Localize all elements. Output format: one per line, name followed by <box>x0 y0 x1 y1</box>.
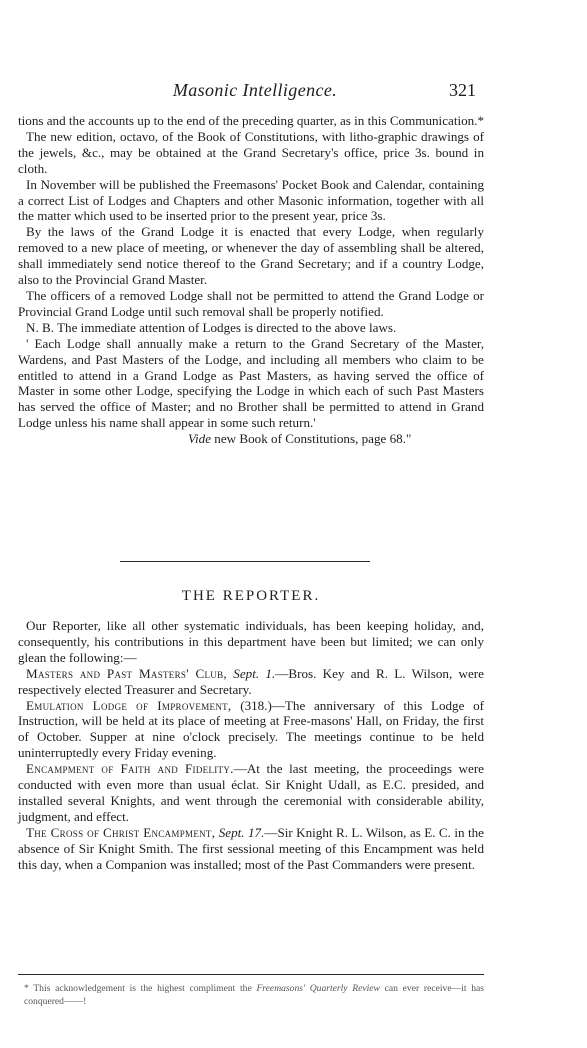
paragraph-constitutions-edition: The new edition, octavo, of the Book of Constitutions, with litho-graphic drawings of the jewels, &c., may be obtained at the Grand Secretary's office, price 3s. bound in cloth. <box>18 128 484 176</box>
reporter-item-text: —Bros. Key and R. L. Wilson, were respectively elected Treasurer and Secretary. <box>18 665 484 697</box>
paragraph-continuation: tions and the accounts up to the end of the preceding quarter, as in this Communication.* <box>18 113 485 128</box>
running-head <box>0 80 587 102</box>
paragraph-laws-removal: By the laws of the Grand Lodge it is enacted that every Lodge, when regularly removed to a new place of meeting, or whenever the day of assembling shall be altered, shall immediately send notice thereof to the Grand Secretary; and if a country Lodge, also to the Provincial Grand Master. <box>18 224 484 288</box>
reporter-item-heading: Encampment of Faith and Fidelity. <box>26 761 234 777</box>
citation-vide: Vide <box>188 431 212 447</box>
reporter-item <box>18 698 484 762</box>
footnote-journal: Freemasons' Quarterly Review <box>256 983 380 994</box>
reporter-item <box>18 666 484 698</box>
reporter-item-text: (318.)—The anniversary of this Lodge of Instruction, will be held at its place of meeting at Free-masons' Hall, on Friday, the first of October. Supper at nine o'clock precisely. The meetings continue to be held uninterruptedly every Friday evening. <box>18 697 484 761</box>
reporter-item <box>18 761 484 825</box>
footnote-rule <box>18 974 484 975</box>
masonic-intelligence-text <box>18 113 484 447</box>
paragraph-nota-bene: N. B. The immediate attention of Lodges is directed to the above laws. <box>26 319 397 335</box>
reporter-intro: Our Reporter, like all other systematic individuals, has been keeping holiday, and, consequently, his contributions in this department have been but limited; we can only glean the following:— <box>18 618 484 665</box>
paragraph-pocket-book: In November will be published the Freemasons' Pocket Book and Calendar, containing a correct List of Lodges and Chapters and other Masonic information, together with all the matter which used to be inserted prior to the present year, price 3s. <box>18 176 484 224</box>
reporter-text <box>18 618 484 873</box>
reporter-item-heading: Masters and Past Masters' Club, <box>26 665 227 681</box>
paragraph-removed-lodge: The officers of a removed Lodge shall not be permitted to attend the Grand Lodge or Provincial Grand Lodge until such removal shall be properly notified. <box>18 287 484 319</box>
footnote-text: * This acknowledgement is the highest compliment the <box>24 983 257 994</box>
page-number: 321 <box>449 80 476 100</box>
reporter-item-heading: The Cross of Christ Encampment, <box>26 824 216 840</box>
paragraph-annual-return: ' Each Lodge shall annually make a return to the Grand Secretary of the Master, Wardens, and Past Masters of the Lodge, and including all members who claim to be entitled to attend in a Grand Lodge as Past Masters, as having served the office of Master in some other Lodge, specifying the Lodge in which each of such Past Masters has served the office of Master; and no Brother shall be permitted to attend in Grand Lodge unless his name shall appear in some such return.' <box>18 335 484 431</box>
section-divider <box>120 561 370 562</box>
reporter-item-text: —Sir Knight R. L. Wilson, as E. C. in the absence of Sir Knight Smith. The first sessional meeting of this Encampment was held this day, when a Companion was installed; most of the Past Commanders were present. <box>18 824 484 872</box>
footnote-text-end: can ever receive—it has conquered——! <box>24 983 484 1007</box>
reporter-item-text: —At the last meeting, the proceedings were conducted with even more than usual éclat. Sir Knight Udall, as E.C. presided, and installed several Knights, and went through the ceremonial with considerable ability, judgment, and effect. <box>18 761 484 824</box>
reporter-item <box>18 825 484 873</box>
footnote <box>24 983 484 1008</box>
citation-line <box>18 431 484 447</box>
citation-source: new Book of Constitutions, page 68." <box>211 431 412 447</box>
reporter-item-heading: Emulation Lodge of Improvement, <box>26 697 232 713</box>
reporter-item-date: Sept. 1. <box>233 665 276 681</box>
reporter-title: THE REPORTER. <box>181 588 321 604</box>
reporter-item-date: Sept. 17. <box>218 824 265 840</box>
running-title: Masonic Intelligence. <box>172 80 338 100</box>
